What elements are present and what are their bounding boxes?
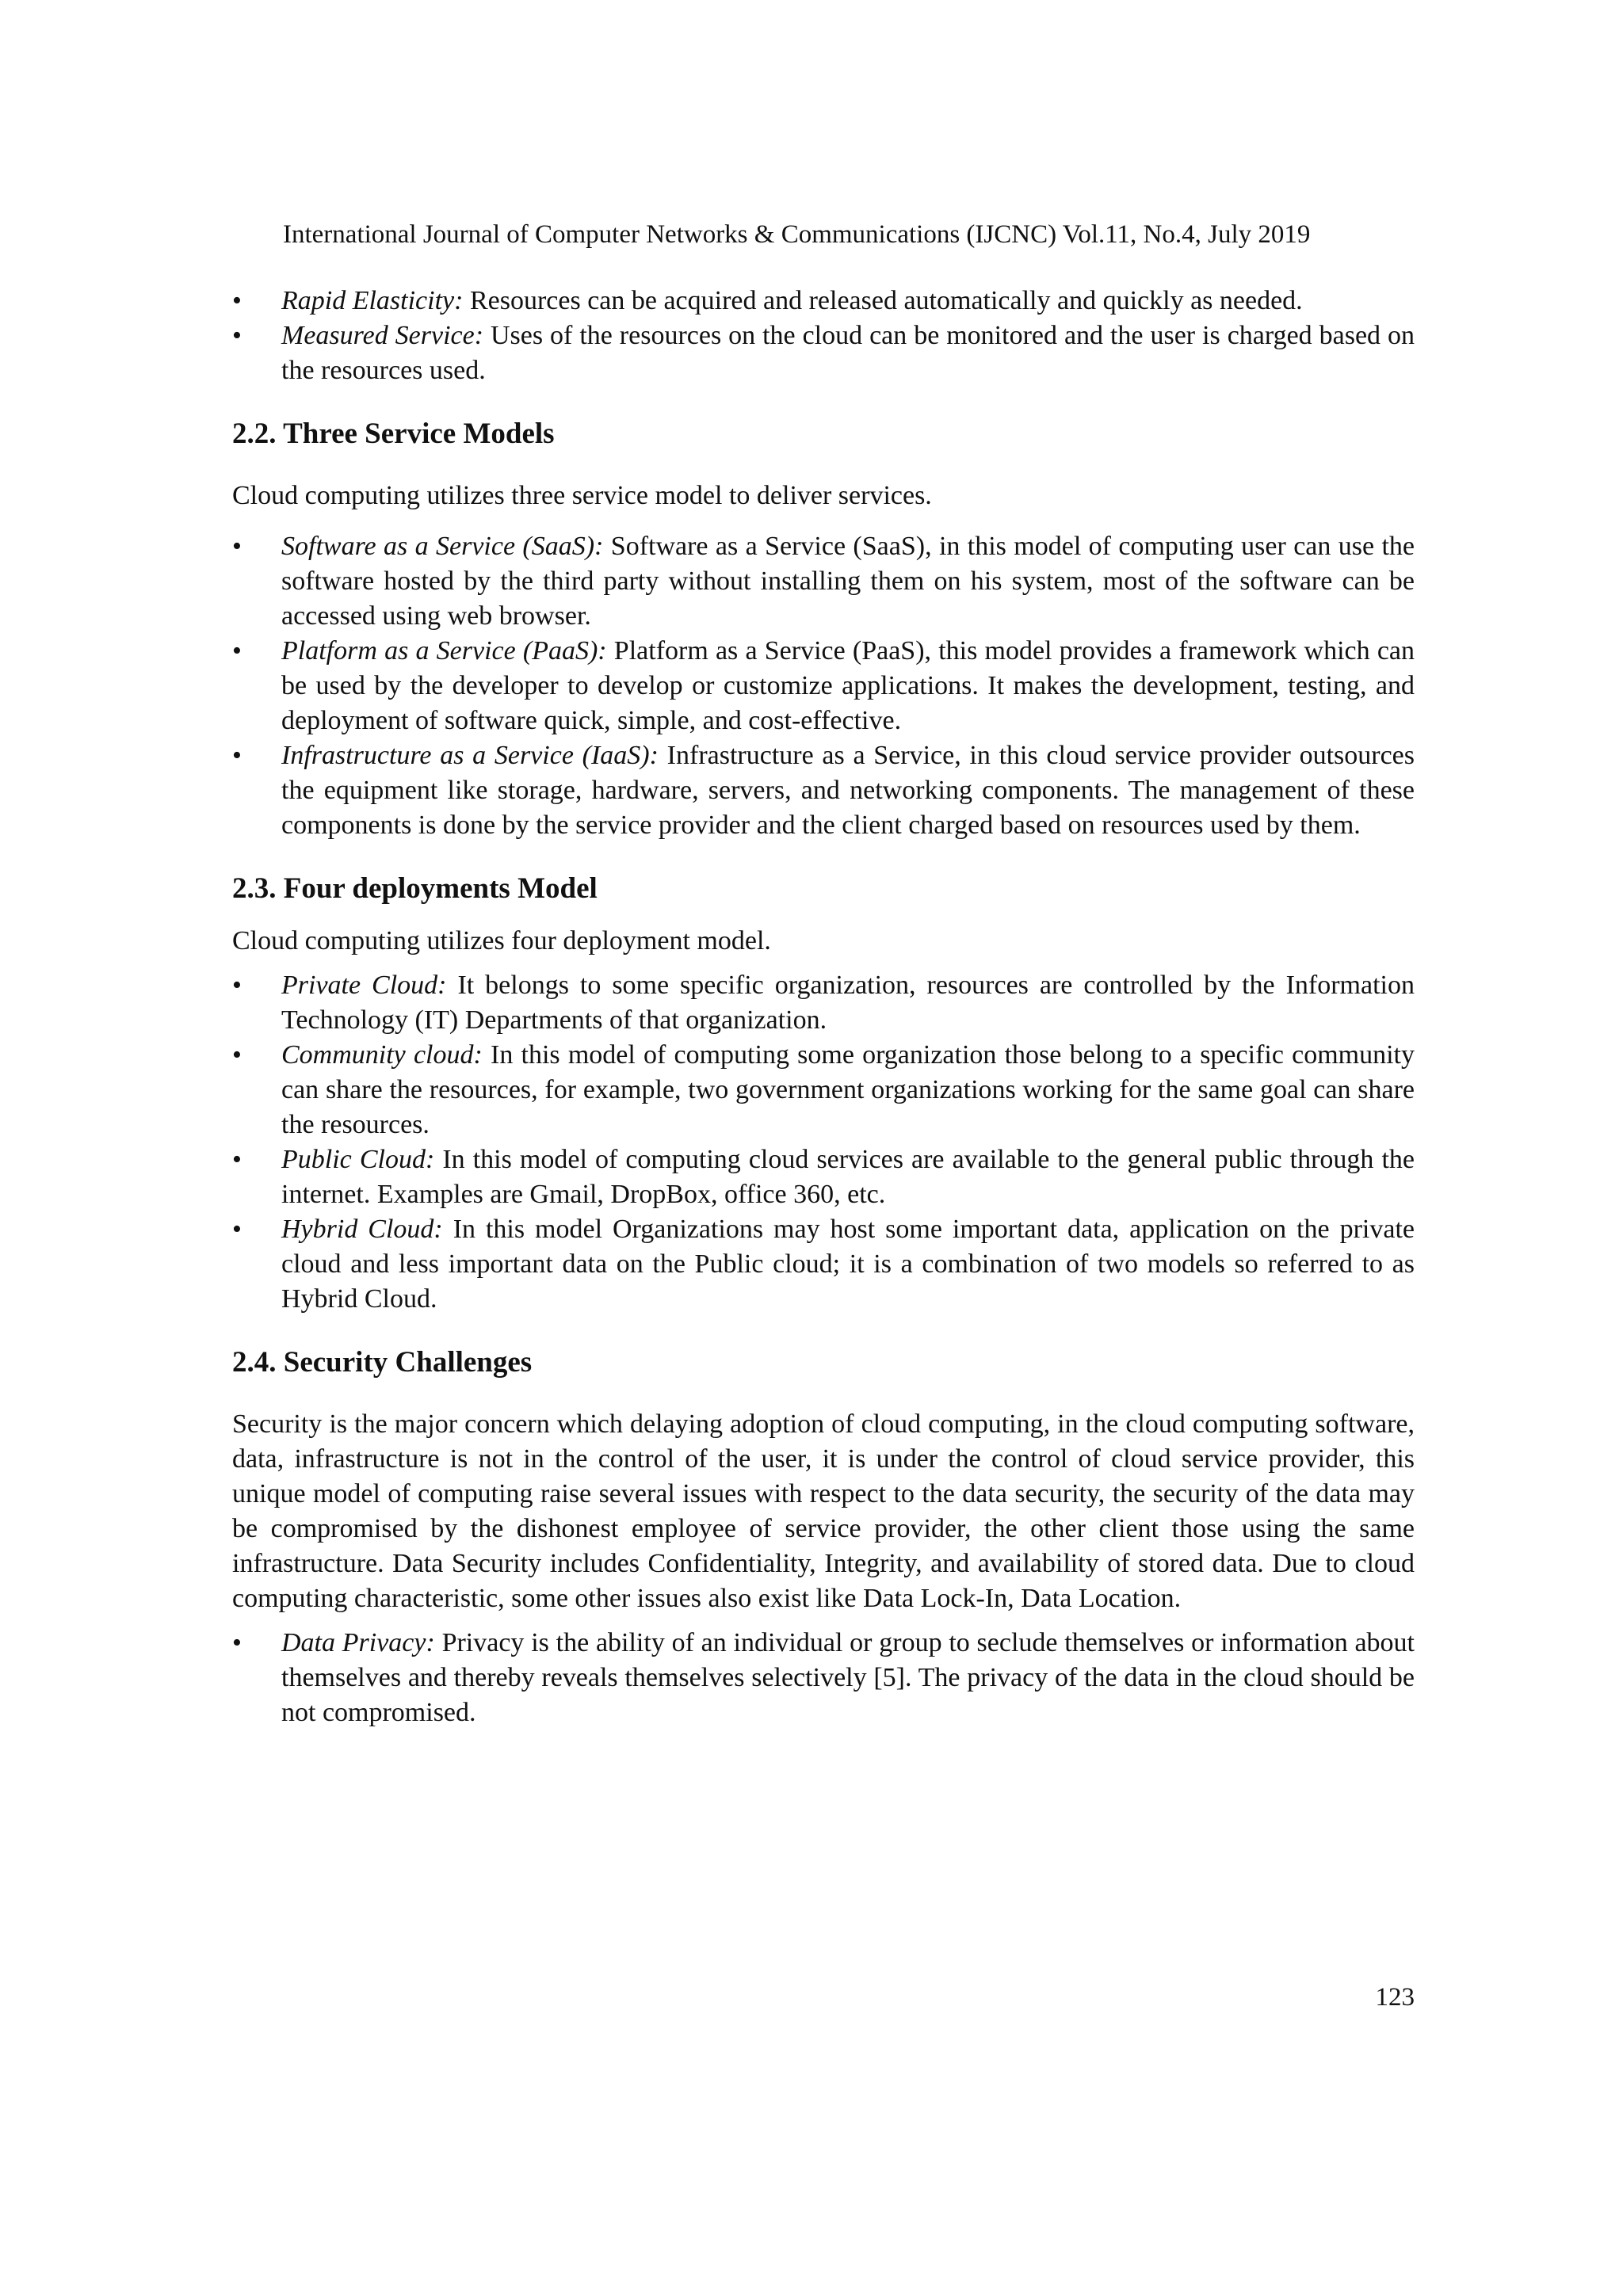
bullet-term: Rapid Elasticity: [281, 286, 464, 315]
bullet-measured-service [232, 318, 1415, 388]
bullet-private-cloud [232, 968, 1415, 1038]
bullet-saas [232, 529, 1415, 634]
bullet-icon: • [232, 532, 242, 561]
bullet-text: Resources can be acquired and released automatically and quickly as needed. [463, 286, 1303, 315]
page-content [232, 284, 1415, 1730]
bullet-text: In this model of computing cloud services are available to the general public through the internet. Examples are Gmail, DropBox, office 360, etc. [281, 1145, 1415, 1209]
page-number: 123 [1375, 1983, 1415, 2012]
bullet-data-privacy [232, 1626, 1415, 1730]
service-models-list [232, 529, 1415, 843]
bullet-term: Public Cloud: [281, 1145, 435, 1174]
bullet-text: It belongs to some specific organization, resources are controlled by the Information Technology (IT) Departments of that organization. [281, 971, 1415, 1035]
bullet-icon: • [232, 741, 242, 770]
section-2-3-intro: Cloud computing utilizes four deployment model. [232, 926, 771, 955]
security-challenges-list [232, 1626, 1415, 1730]
bullet-term: Data Privacy: [281, 1628, 435, 1657]
bullet-text: Privacy is the ability of an individual or group to seclude themselves or information about themselves and thereby reveals themselves selectively [5]. The privacy of the data in the cloud should be not compromised. [281, 1628, 1415, 1727]
deployment-models-list [232, 968, 1415, 1317]
bullet-public-cloud [232, 1142, 1415, 1212]
bullet-text: Infrastructure as a Service, in this cloud service provider outsources the equipment like storage, hardware, servers, and networking components. The management of these components is done by the service provider and the client charged based on resources used by them. [281, 741, 1415, 840]
bullet-icon: • [232, 286, 242, 315]
section-heading-2-4: 2.4. Security Challenges [232, 1346, 533, 1379]
bullet-paas [232, 634, 1415, 738]
bullet-term: Private Cloud: [281, 971, 447, 1000]
section-2-2-intro: Cloud computing utilizes three service model to deliver services. [232, 481, 932, 510]
bullet-icon: • [232, 636, 242, 666]
bullet-term: Platform as a Service (PaaS): [281, 636, 607, 666]
bullet-text: In this model Organizations may host some important data, application on the private cloud and less important data on the Public cloud; it is a combination of two models so referred to as Hybrid Cloud. [281, 1215, 1415, 1314]
bullet-text: Uses of the resources on the cloud can be monitored and the user is charged based on the resources used. [281, 321, 1415, 385]
section-heading-2-3: 2.3. Four deployments Model [232, 872, 598, 905]
bullet-community-cloud [232, 1038, 1415, 1142]
intro-bullet-list [232, 284, 1415, 388]
running-header: International Journal of Computer Networks & Communications (IJCNC) Vol.11, No.4, July 2019 [283, 220, 1311, 249]
bullet-icon: • [232, 1040, 242, 1070]
bullet-rapid-elasticity [232, 284, 1415, 318]
bullet-icon: • [232, 1145, 242, 1174]
bullet-term: Measured Service: [281, 321, 484, 350]
bullet-term: Infrastructure as a Service (IaaS): [281, 741, 659, 770]
bullet-term: Software as a Service (SaaS): [281, 532, 604, 561]
bullet-term: Hybrid Cloud: [281, 1215, 443, 1244]
bullet-term: Community cloud: [281, 1040, 483, 1070]
bullet-text: In this model of computing some organization those belong to a specific community can share the resources, for example, two government organizations working for the same goal can share the resources. [281, 1040, 1415, 1139]
bullet-icon: • [232, 1215, 242, 1244]
bullet-icon: • [232, 971, 242, 1000]
bullet-hybrid-cloud [232, 1212, 1415, 1317]
bullet-iaas [232, 738, 1415, 843]
section-2-4-paragraph: Security is the major concern which delaying adoption of cloud computing, in the cloud computing software, data, infrastructure is not in the control of the user, it is under the control of cloud service provider, this unique model of computing raise several issues with respect to the data security, the security of the data may be compromised by the dishonest employee of service provider, the other client those using the same infrastructure. Data Security includes Confidentiality, Integrity, and availability of stored data. Due to cloud computing characteristic, some other issues also exist like Data Lock-In, Data Location. [232, 1409, 1415, 1613]
bullet-icon: • [232, 321, 242, 350]
bullet-icon: • [232, 1628, 242, 1657]
section-heading-2-2: 2.2. Three Service Models [232, 418, 555, 450]
bullet-text: Platform as a Service (PaaS), this model provides a framework which can be used by the developer to develop or customize applications. It makes the development, testing, and deployment of software quick, simple, and cost-effective. [281, 636, 1415, 735]
bullet-text: Software as a Service (SaaS), in this model of computing user can use the software hosted by the third party without installing them on his system, most of the software can be accessed using web browser. [281, 532, 1415, 631]
